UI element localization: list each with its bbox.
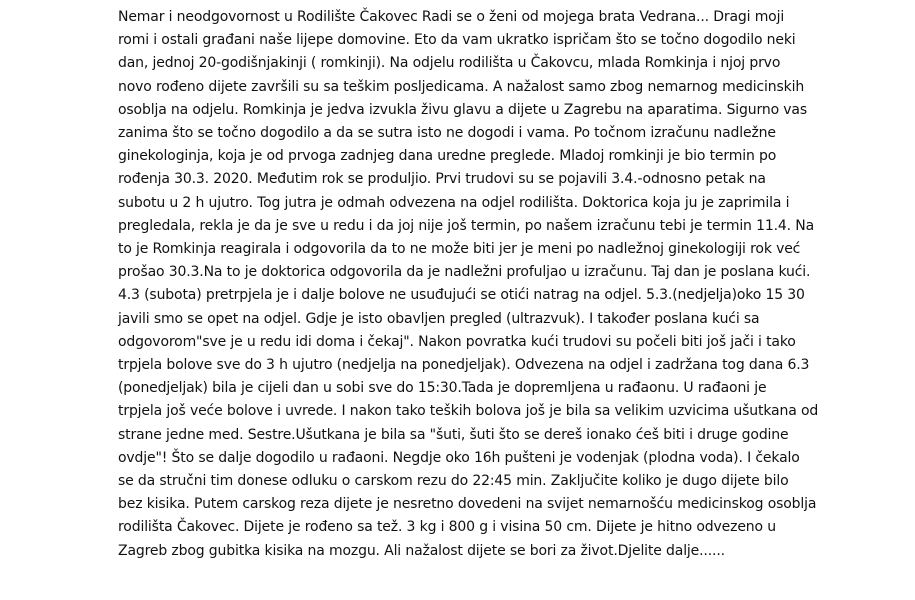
text-line: (ponedjeljak) bila je cijeli dan u sobi sve do 15:30.Tada je dopremljena u rađaonu. U rađaoni je — [118, 380, 767, 397]
text-line: javili smo se opet na odjel. Gdje je isto obavljen pregled (ultrazvuk). I također poslana kući sa — [118, 310, 760, 327]
text-line: Zagreb zbog gubitka kisika na mozgu. Ali nažalost dijete se bori za život.Djelite dalje...... — [118, 542, 725, 559]
text-line: ginekologinja, koja je od prvoga zadnjeg dana uredne preglede. Mladoj romkinji je bio termin po — [118, 148, 777, 165]
text-line: ovdje"! Što se dalje dogodilo u rađaoni. Negdje oko 16h pušteni je vodenjak (plodna voda). I čekalo — [118, 449, 800, 466]
text-line: romi i ostali građani naše lijepe domovine. Eto da vam ukratko ispričam što se točno dogodilo neki — [118, 32, 796, 49]
text-line: to je Romkinja reagirala i odgovorila da to ne može biti jer je meni po nadležnoj ginekologiji rok već — [118, 241, 801, 258]
text-line: zanima što se točno dogodilo a da se sutra isto ne dogodi i vama. Po točnom izračunu nadležne — [118, 125, 776, 142]
text-line: trpjela bolove sve do 3 h ujutro (nedjelja na ponedjeljak). Odvezena na odjel i zadržana tog dana 6.3 — [118, 357, 810, 374]
text-line: bez kisika. Putem carskog reza dijete je nesretno dovedeni na svijet nemarnošću medicinskog osoblja — [118, 496, 817, 513]
document-body — [118, 6, 818, 563]
text-line: Nemar i neodgovornost u Rodilište Čakovec Radi se o ženi od mojega brata Vedrana... Dragi moji — [118, 9, 785, 25]
text-line: trpjela još veće bolove i uvrede. I nakon tako teških bolova još je bila sa velikim uzvicima ušutkana od — [118, 403, 819, 420]
text-line: prošao 30.3.Na to je doktorica odgovorila da je nadležni profuljao u izračunu. Taj dan je poslana kući. — [118, 264, 811, 281]
text-line: dan, jednoj 20-godišnjakinji ( romkinji). Na odjelu rodilišta u Čakovcu, mlada Romkinja i njoj prvo — [118, 55, 781, 72]
text-line: rođenja 30.3. 2020. Međutim rok se produljio. Prvi trudovi su se pojavili 3.4.-odnosno petak na — [118, 171, 766, 188]
text-line: pregledala, rekla je da je sve u redu i da joj nije još termin, po našem izračunu tebi je termin 11.4. Na — [118, 217, 815, 234]
text-line: 4.3 (subota) pretrpjela je i dalje bolove ne usuđujući se otići natrag na odjel. 5.3.(nedjelja)oko 15 30 — [118, 287, 805, 304]
text-line: subotu u 2 h ujutro. Tog jutra je odmah odvezena na odjel rodilišta. Doktorica koja ju je zaprimila i — [118, 194, 790, 211]
text-line: osoblja na odjelu. Romkinja je jedva izvukla živu glavu a dijete u Zagrebu na aparatima. Sigurno vas — [118, 101, 808, 118]
text-line: rodilišta Čakovec. Dijete je rođeno sa tež. 3 kg i 800 g i visina 50 cm. Dijete je hitno odvezeno u — [118, 519, 776, 536]
text-line: se da stručni tim donese odluku o carskom rezu do 22:45 min. Zaključite koliko je dugo dijete bilo — [118, 473, 789, 490]
text-line: strane jedne med. Sestre.Ušutkana je bila sa "šuti, šuti što se dereš ionako ćeš biti i druge godine — [118, 426, 789, 443]
text-line: odgovorom"sve je u redu idi doma i čekaj". Nakon povratka kući trudovi su počeli biti još jači i tako — [118, 333, 796, 350]
text-line: novo rođeno dijete završili su sa teškim posljedicama. A nažalost samo zbog nemarnog medicinskih — [118, 78, 805, 95]
